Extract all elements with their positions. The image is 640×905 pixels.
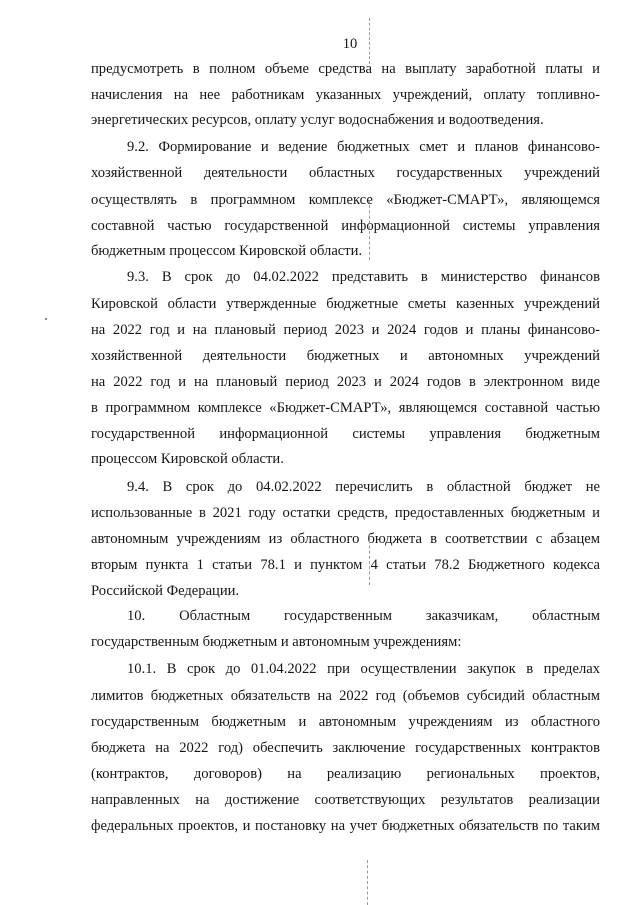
text-line: в программном комплексе «Бюджет-СМАРТ», являющемся составной частью [91,400,600,416]
scan-speck [45,318,47,320]
text-line: государственной информационной системы управления бюджетным [91,426,600,442]
paragraph-9-4-first-line: 9.4. В срок до 04.02.2022 перечислить в областной бюджет не [127,479,600,495]
scan-fold-mark [369,18,370,64]
text-line: хозяйственной деятельности бюджетных и автономных учреждений [91,348,600,364]
text-line: использованные в 2021 году остатки средств, предоставленных бюджетным и [91,505,600,521]
text-line: государственным бюджетным и автономным учреждениям: [91,634,462,650]
page-number: 10 [342,36,358,52]
text-line: хозяйственной деятельности областных государственных учреждений [91,165,600,181]
paragraph-10-1-first-line: 10.1. В срок до 01.04.2022 при осуществлении закупок в пределах [127,661,600,677]
text-line: вторым пункта 1 статьи 78.1 и пунктом 4 статьи 78.2 Бюджетного кодекса [91,557,600,573]
text-line: бюджетным процессом Кировской области. [91,243,363,259]
text-line: предусмотреть в полном объеме средства на выплату заработной платы и [91,61,600,77]
scan-fold-mark [367,860,368,905]
text-line: бюджета на 2022 год) обеспечить заключение государственных контрактов [91,740,600,756]
paragraph-9-2-first-line: 9.2. Формирование и ведение бюджетных смет и планов финансово- [127,139,600,155]
text-line: Российской Федерации. [91,583,240,599]
scan-fold-mark [369,200,370,260]
text-line: на 2022 год и на плановый период 2023 и 2024 годов и планы финансово- [91,322,600,338]
text-line: государственным бюджетным и автономным учреждениям из областного [91,714,600,730]
scan-fold-mark [369,535,370,585]
text-line: федеральных проектов, и постановку на учет бюджетных обязательств по таким [91,818,600,834]
text-line: процессом Кировской области. [91,451,284,467]
paragraph-9-3-first-line: 9.3. В срок до 04.02.2022 представить в министерство финансов [127,269,600,285]
text-line: направленных на достижение соответствующих результатов реализации [91,792,600,808]
text-line: лимитов бюджетных обязательств на 2022 год (объемов субсидий областным [91,688,600,704]
text-line: энергетических ресурсов, оплату услуг водоснабжения и водоотведения. [91,112,544,128]
text-line: начисления на нее работникам указанных учреждений, оплату топливно- [91,87,600,103]
text-line: Кировской области утвержденные бюджетные сметы казенных учреждений [91,296,600,312]
text-line: осуществлять в программном комплексе «Бюджет-СМАРТ», являющемся [91,192,600,208]
text-line: на 2022 год и на плановый период 2023 и 2024 годов в электронном виде [91,374,600,390]
text-line: (контрактов, договоров) на реализацию региональных проектов, [91,766,600,782]
text-line: составной частью государственной информационной системы управления [91,218,600,234]
text-line: автономным учреждениям из областного бюджета в соответствии с абзацем [91,531,600,547]
paragraph-10-first-line: 10. Областным государственным заказчикам, областным [127,608,600,624]
